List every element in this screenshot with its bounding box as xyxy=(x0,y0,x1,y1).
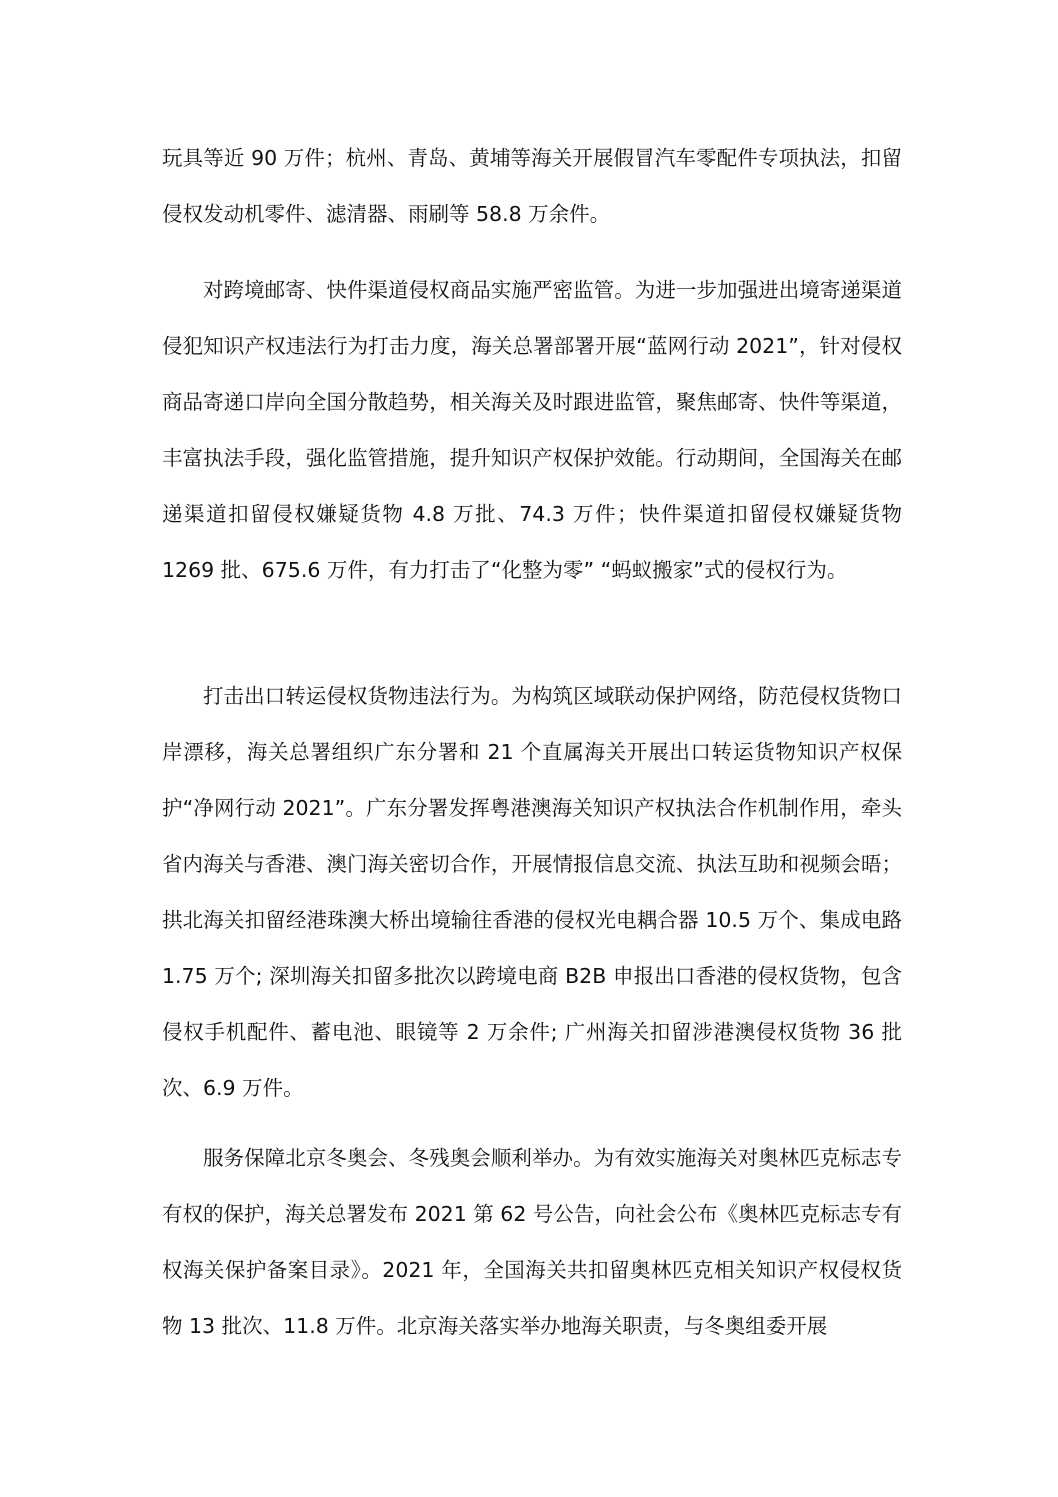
paragraph-winter-olympics: 服务保障北京冬奥会、冬残奥会顺利举办。为有效实施海关对奥林匹克标志专有权的保护，海关总署发布 2021 第 62 号公告，向社会公布《奥林匹克标志专有权海关保护备案目录》。2021 年，全国海关共扣留奥林匹克相关知识产权侵权货物 13 批次、11.8 万件。北京海关落实举办地海关职责，与冬奥组委开展 xyxy=(162,1146,902,1338)
paragraph-export-transshipment: 打击出口转运侵权货物违法行为。为构筑区域联动保护网络，防范侵权货物口岸漂移，海关总署组织广东分署和 21 个直属海关开展出口转运货物知识产权保护“净网行动 2021”。广东分署发挥粤港澳海关知识产权执法合作机制作用，牵头省内海关与香港、澳门海关密切合作，开展情报信息交流、执法互助和视频会晤；拱北海关扣留经港珠澳大桥出境输往香港的侵权光电耦合器 10.5 万个、集成电路 1.75 万个; 深圳海关扣留多批次以跨境电商 B2B 申报出口香港的侵权货物，包含侵权手机配件、蓄电池、眼镜等 2 万余件; 广州海关扣留涉港澳侵权货物 36 批次、6.9 万件。 xyxy=(162,684,902,1100)
paragraph-continuation: 玩具等近 90 万件；杭州、青岛、黄埔等海关开展假冒汽车零配件专项执法，扣留侵权发动机零件、滤清器、雨刷等 58.8 万余件。 xyxy=(162,146,902,226)
paragraph-postal-express-supervision: 对跨境邮寄、快件渠道侵权商品实施严密监管。为进一步加强进出境寄递渠道侵犯知识产权违法行为打击力度，海关总署部署开展“蓝网行动 2021”，针对侵权商品寄递口岸向全国分散趋势，相关海关及时跟进监管，聚焦邮寄、快件等渠道，丰富执法手段，强化监管措施，提升知识产权保护效能。行动期间，全国海关在邮递渠道扣留侵权嫌疑货物 4.8 万批、74.3 万件；快件渠道扣留侵权嫌疑货物 1269 批、675.6 万件，有力打击了“化整为零” “蚂蚁搬家”式的侵权行为。 xyxy=(162,278,902,582)
